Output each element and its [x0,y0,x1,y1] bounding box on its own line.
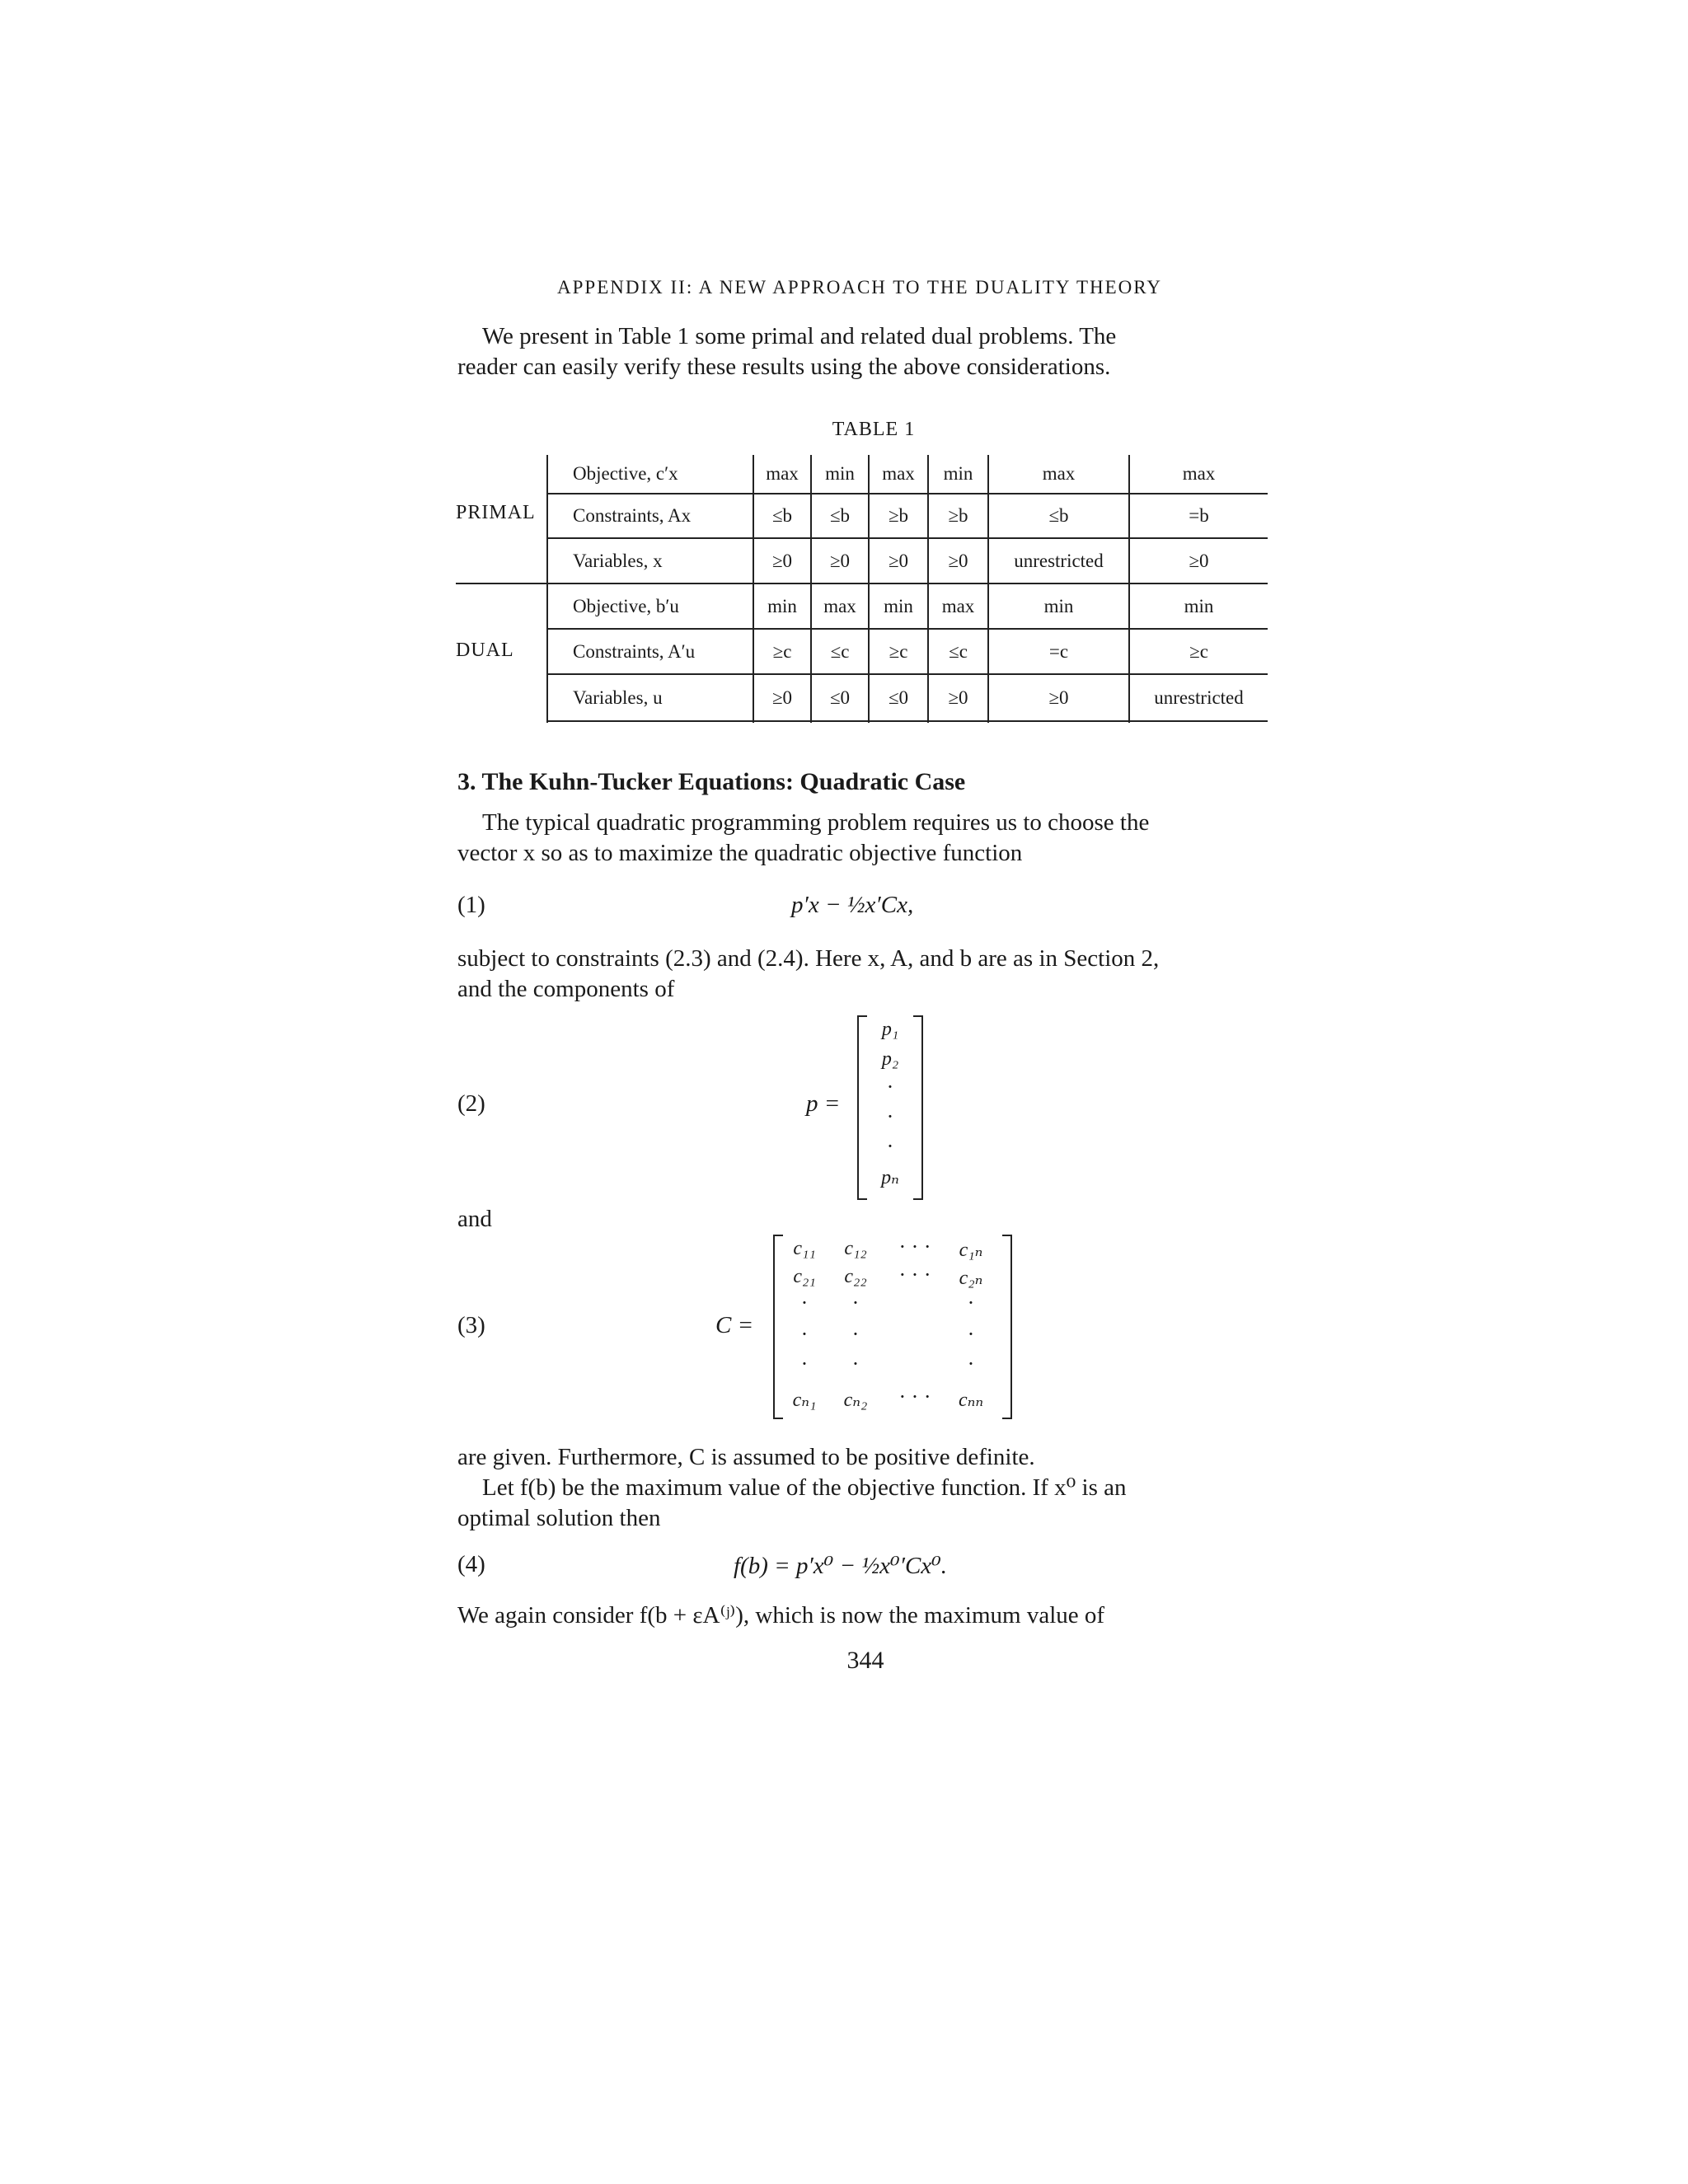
table-cell: unrestricted [1154,687,1244,708]
text-line: We again consider f(b + εA⁽ʲ⁾), which is now the maximum value of [457,1602,1105,1629]
table-cell: ≤b [771,505,793,526]
table-cell: ≥0 [771,687,793,708]
matrix-entry: c₂₂ [844,1266,867,1287]
duality-table [456,455,1268,723]
table-cell: ≤c [949,640,968,662]
table-cell: max [882,463,915,484]
section-title: 3. The Kuhn-Tucker Equations: Quadratic Case [457,768,966,795]
paragraph [457,944,1269,1005]
running-header: APPENDIX II: A NEW APPROACH TO THE DUALITY THEORY [557,277,1162,298]
paragraph [457,1204,1269,1235]
equation-number: (2) [457,1090,485,1117]
page-number: 344 [846,1647,884,1674]
matrix-entry: c₂ₙ [959,1268,983,1289]
table-cell: min [1043,595,1074,616]
text-line: and [457,1206,492,1232]
table-cell: unrestricted [1014,550,1104,571]
table-cell: ≥0 [1189,550,1209,571]
table-cell: max [941,595,975,616]
text-line: are given. Furthermore, C is assumed to be positive definite. [457,1444,1035,1470]
text-line: vector x so as to maximize the quadratic objective function [457,840,1023,866]
equation-number: (3) [457,1312,485,1338]
matrix-entry: · [800,1291,809,1315]
table-cell: ≥0 [888,550,909,571]
table-cell: ≥b [888,505,909,526]
table-cell: =b [1189,505,1209,526]
matrix-entry: cₙₙ [958,1390,984,1411]
text-line: We present in Table 1 some primal and related dual problems. The [482,323,1117,349]
matrix-entry: · · · [898,1235,931,1258]
intro-paragraph [457,321,1269,382]
text-line: reader can easily verify these results using the above considerations. [457,354,1111,380]
row-label: Objective, b′u [573,595,679,616]
table-cell: ≥0 [829,550,851,571]
vector-lhs: p = [806,1090,841,1117]
table-cell: ≥0 [948,550,968,571]
paragraph [457,808,1269,869]
table-cell: ≥c [772,640,792,662]
table-cell: ≥0 [771,550,793,571]
table-cell: ≥0 [1048,687,1069,708]
text-line: The typical quadratic programming problem requires us to choose the [482,809,1150,836]
text-line: subject to constraints (2.3) and (2.4). Here x, A, and b are as in Section 2, [457,945,1160,972]
table-cell: min [884,595,913,616]
table-cell: ≤c [830,640,850,662]
table-cell: max [766,463,799,484]
table-cell: ≤b [829,505,851,526]
right-bracket [1002,1235,1012,1419]
table-cell: =c [1048,640,1069,662]
text-line: Let f(b) be the maximum value of the objective function. If x⁰ is an [482,1474,1127,1501]
row-label: Constraints, A′u [573,640,696,662]
table-cell: ≤0 [829,687,851,708]
table-cell: ≤b [1048,505,1069,526]
matrix-entry: · [967,1322,975,1346]
matrix-entry: · [851,1291,860,1315]
row-label: Constraints, Ax [573,505,692,526]
table-cell: min [825,463,855,484]
vector-entry: p₂ [881,1048,899,1070]
table-cell: max [1042,463,1076,484]
table-cell: max [1182,463,1216,484]
vector-entry: · [886,1134,894,1158]
row-label: Variables, x [573,550,663,571]
matrix-entry: · [967,1291,975,1315]
matrix-entry: · · · [898,1385,931,1408]
paragraph [457,1442,1269,1534]
matrix-lhs: C = [715,1312,754,1338]
vector-entry: · [886,1075,894,1099]
matrix-c [773,1235,1012,1418]
table-cell: min [767,595,797,616]
table-caption: TABLE 1 [832,419,916,440]
row-label: Variables, u [573,687,663,708]
matrix-entry: c₁₂ [844,1238,867,1259]
matrix-entry: cₙ₁ [792,1390,817,1411]
equation-number: (4) [457,1551,485,1577]
equation-1: p′x − ½x′Cx, [791,892,914,918]
table-cell: ≥c [1189,640,1208,662]
table-cell: max [823,595,856,616]
matrix-entry: · · · [898,1263,931,1286]
matrix-entry: · [851,1352,860,1376]
row-label: Objective, c′x [573,463,678,484]
matrix-entry: c₂₁ [793,1266,816,1287]
table-cell: min [1184,595,1214,616]
table-cell: ≤0 [888,687,909,708]
vector-entry: pₙ [881,1167,899,1188]
matrix-entry: c₁ₙ [959,1240,983,1261]
table-rule [546,720,1268,722]
matrix-entry: cₙ₂ [843,1390,868,1411]
table-cell: ≥b [948,505,968,526]
vector-entry: p₁ [881,1019,899,1040]
text-line: optimal solution then [457,1505,661,1531]
table-cell: ≥0 [948,687,968,708]
vector-p [857,1015,923,1198]
equation-number: (1) [457,892,485,918]
matrix-entry: · [967,1352,975,1376]
table-cell: ≥c [889,640,908,662]
paragraph [457,1601,1269,1631]
table-cell: min [943,463,973,484]
group-label-primal: PRIMAL [456,502,536,523]
matrix-entry: · [851,1322,860,1346]
matrix-entry: c₁₁ [793,1238,816,1259]
text-line: and the components of [457,976,675,1002]
vector-entry: · [886,1104,894,1128]
equation-4: f(b) = p′x⁰ − ½x⁰′Cx⁰. [734,1553,948,1579]
matrix-entry: · [800,1322,809,1346]
matrix-entry: · [800,1352,809,1376]
group-label-dual: DUAL [456,640,514,661]
